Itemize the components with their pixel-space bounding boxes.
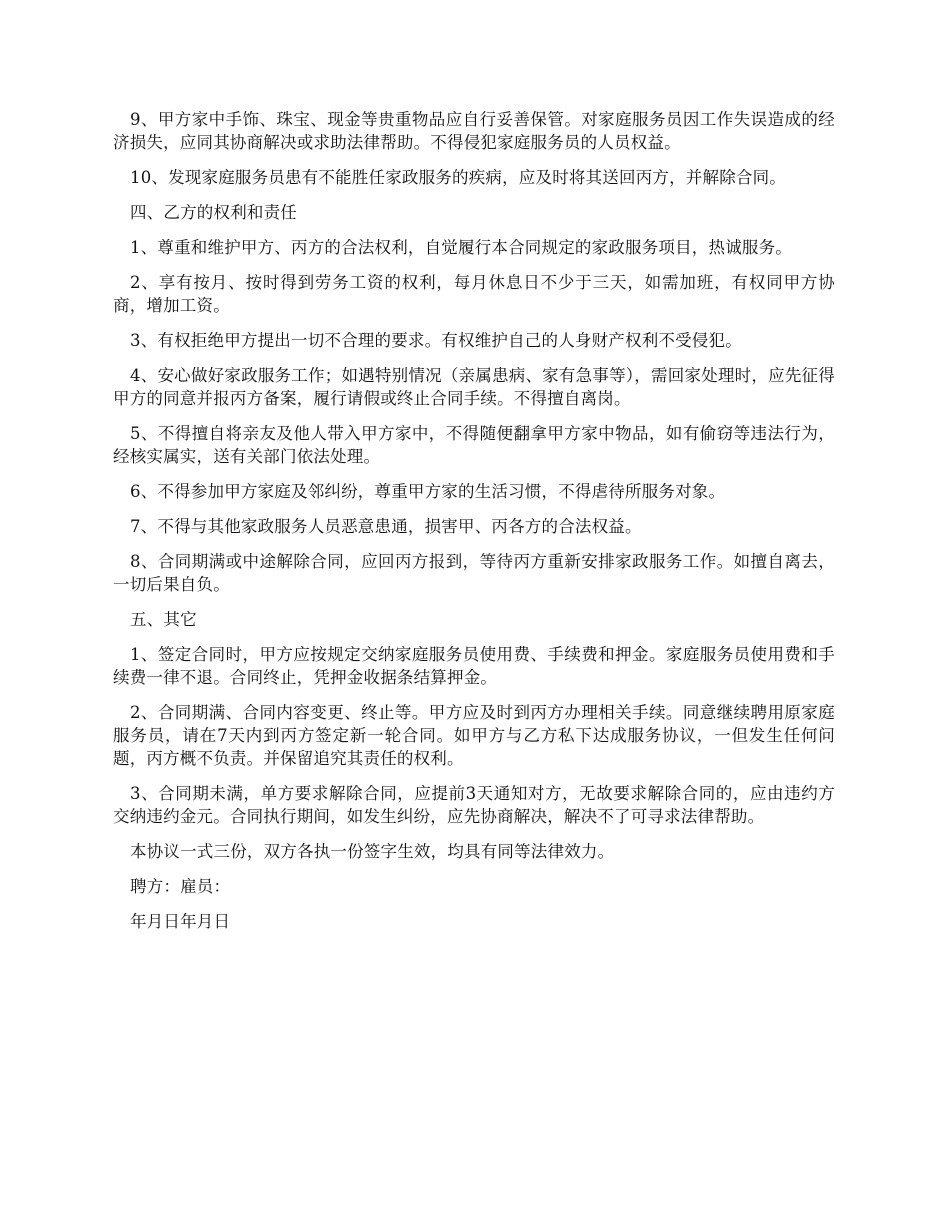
clause-a10: 10、发现家庭服务员患有不能胜任家政服务的疾病，应及时将其送回丙方，并解除合同。 <box>130 168 786 187</box>
clause-c3: 3、合同期未满，单方要求解除合同，应提前3天通知对方，无故要求解除合同的，应由违约方交纳违约金元。合同执行期间，如发生纠纷，应先协商解决，解决不了可寻求法律帮助。 <box>113 784 835 826</box>
clause-c2: 2、合同期满、合同内容变更、终止等。甲方应及时到丙方办理相关手续。同意继续聘用原家庭服务员，请在7天内到丙方签定新一轮合同。如甲方与乙方私下达成服务协议，一但发生任何问题，丙方概不负责。并保留追究其责任的权利。 <box>113 703 835 768</box>
signature-parties: 聘方：雇员： <box>130 877 231 896</box>
section-heading-party-b: 四、乙方的权利和责任 <box>130 203 297 222</box>
clause-b6: 6、不得参加甲方家庭及邻纠纷，尊重甲方家的生活习惯，不得虐待所服务对象。 <box>130 482 726 501</box>
clause-b8: 8、合同期满或中途解除合同，应回丙方报到，等待丙方重新安排家政服务工作。如擅自离去，一切后果自负。 <box>113 552 835 594</box>
clause-b3: 3、有权拒绝甲方提出一切不合理的要求。有权维护自己的人身财产权利不受侵犯。 <box>130 331 742 350</box>
document-body <box>113 108 835 945</box>
signature-dates: 年月日年月日 <box>130 912 231 931</box>
clause-b4: 4、安心做好家政服务工作；如遇特别情况（亲属患病、家有急事等），需回家处理时，应先征得甲方的同意并报丙方备案，履行请假或终止合同手续。不得擅自离岗。 <box>113 366 835 408</box>
clause-b7: 7、不得与其他家政服务人员恶意患通，损害甲、丙各方的合法权益。 <box>130 517 642 536</box>
clause-a9: 9、甲方家中手饰、珠宝、现金等贵重物品应自行妥善保管。对家庭服务员因工作失误造成的经济损失，应同其协商解决或求助法律帮助。不得侵犯家庭服务员的人员权益。 <box>113 110 835 152</box>
section-heading-other: 五、其它 <box>130 610 197 629</box>
clause-c1: 1、签定合同时，甲方应按规定交纳家庭服务员使用费、手续费和押金。家庭服务员使用费和手续费一律不退。合同终止，凭押金收据条结算押金。 <box>113 645 835 687</box>
clause-b1: 1、尊重和维护甲方、丙方的合法权利，自觉履行本合同规定的家政服务项目，热诚服务。 <box>130 238 792 257</box>
clause-b2: 2、享有按月、按时得到劳务工资的权利，每月休息日不少于三天，如需加班，有权同甲方协商，增加工资。 <box>113 273 835 315</box>
agreement-statement: 本协议一式三份，双方各执一份签字生效，均具有同等法律效力。 <box>130 842 615 861</box>
clause-b5: 5、不得擅自将亲友及他人带入甲方家中，不得随便翻拿甲方家中物品，如有偷窃等违法行为，经核实属实，送有关部门依法处理。 <box>113 424 835 466</box>
